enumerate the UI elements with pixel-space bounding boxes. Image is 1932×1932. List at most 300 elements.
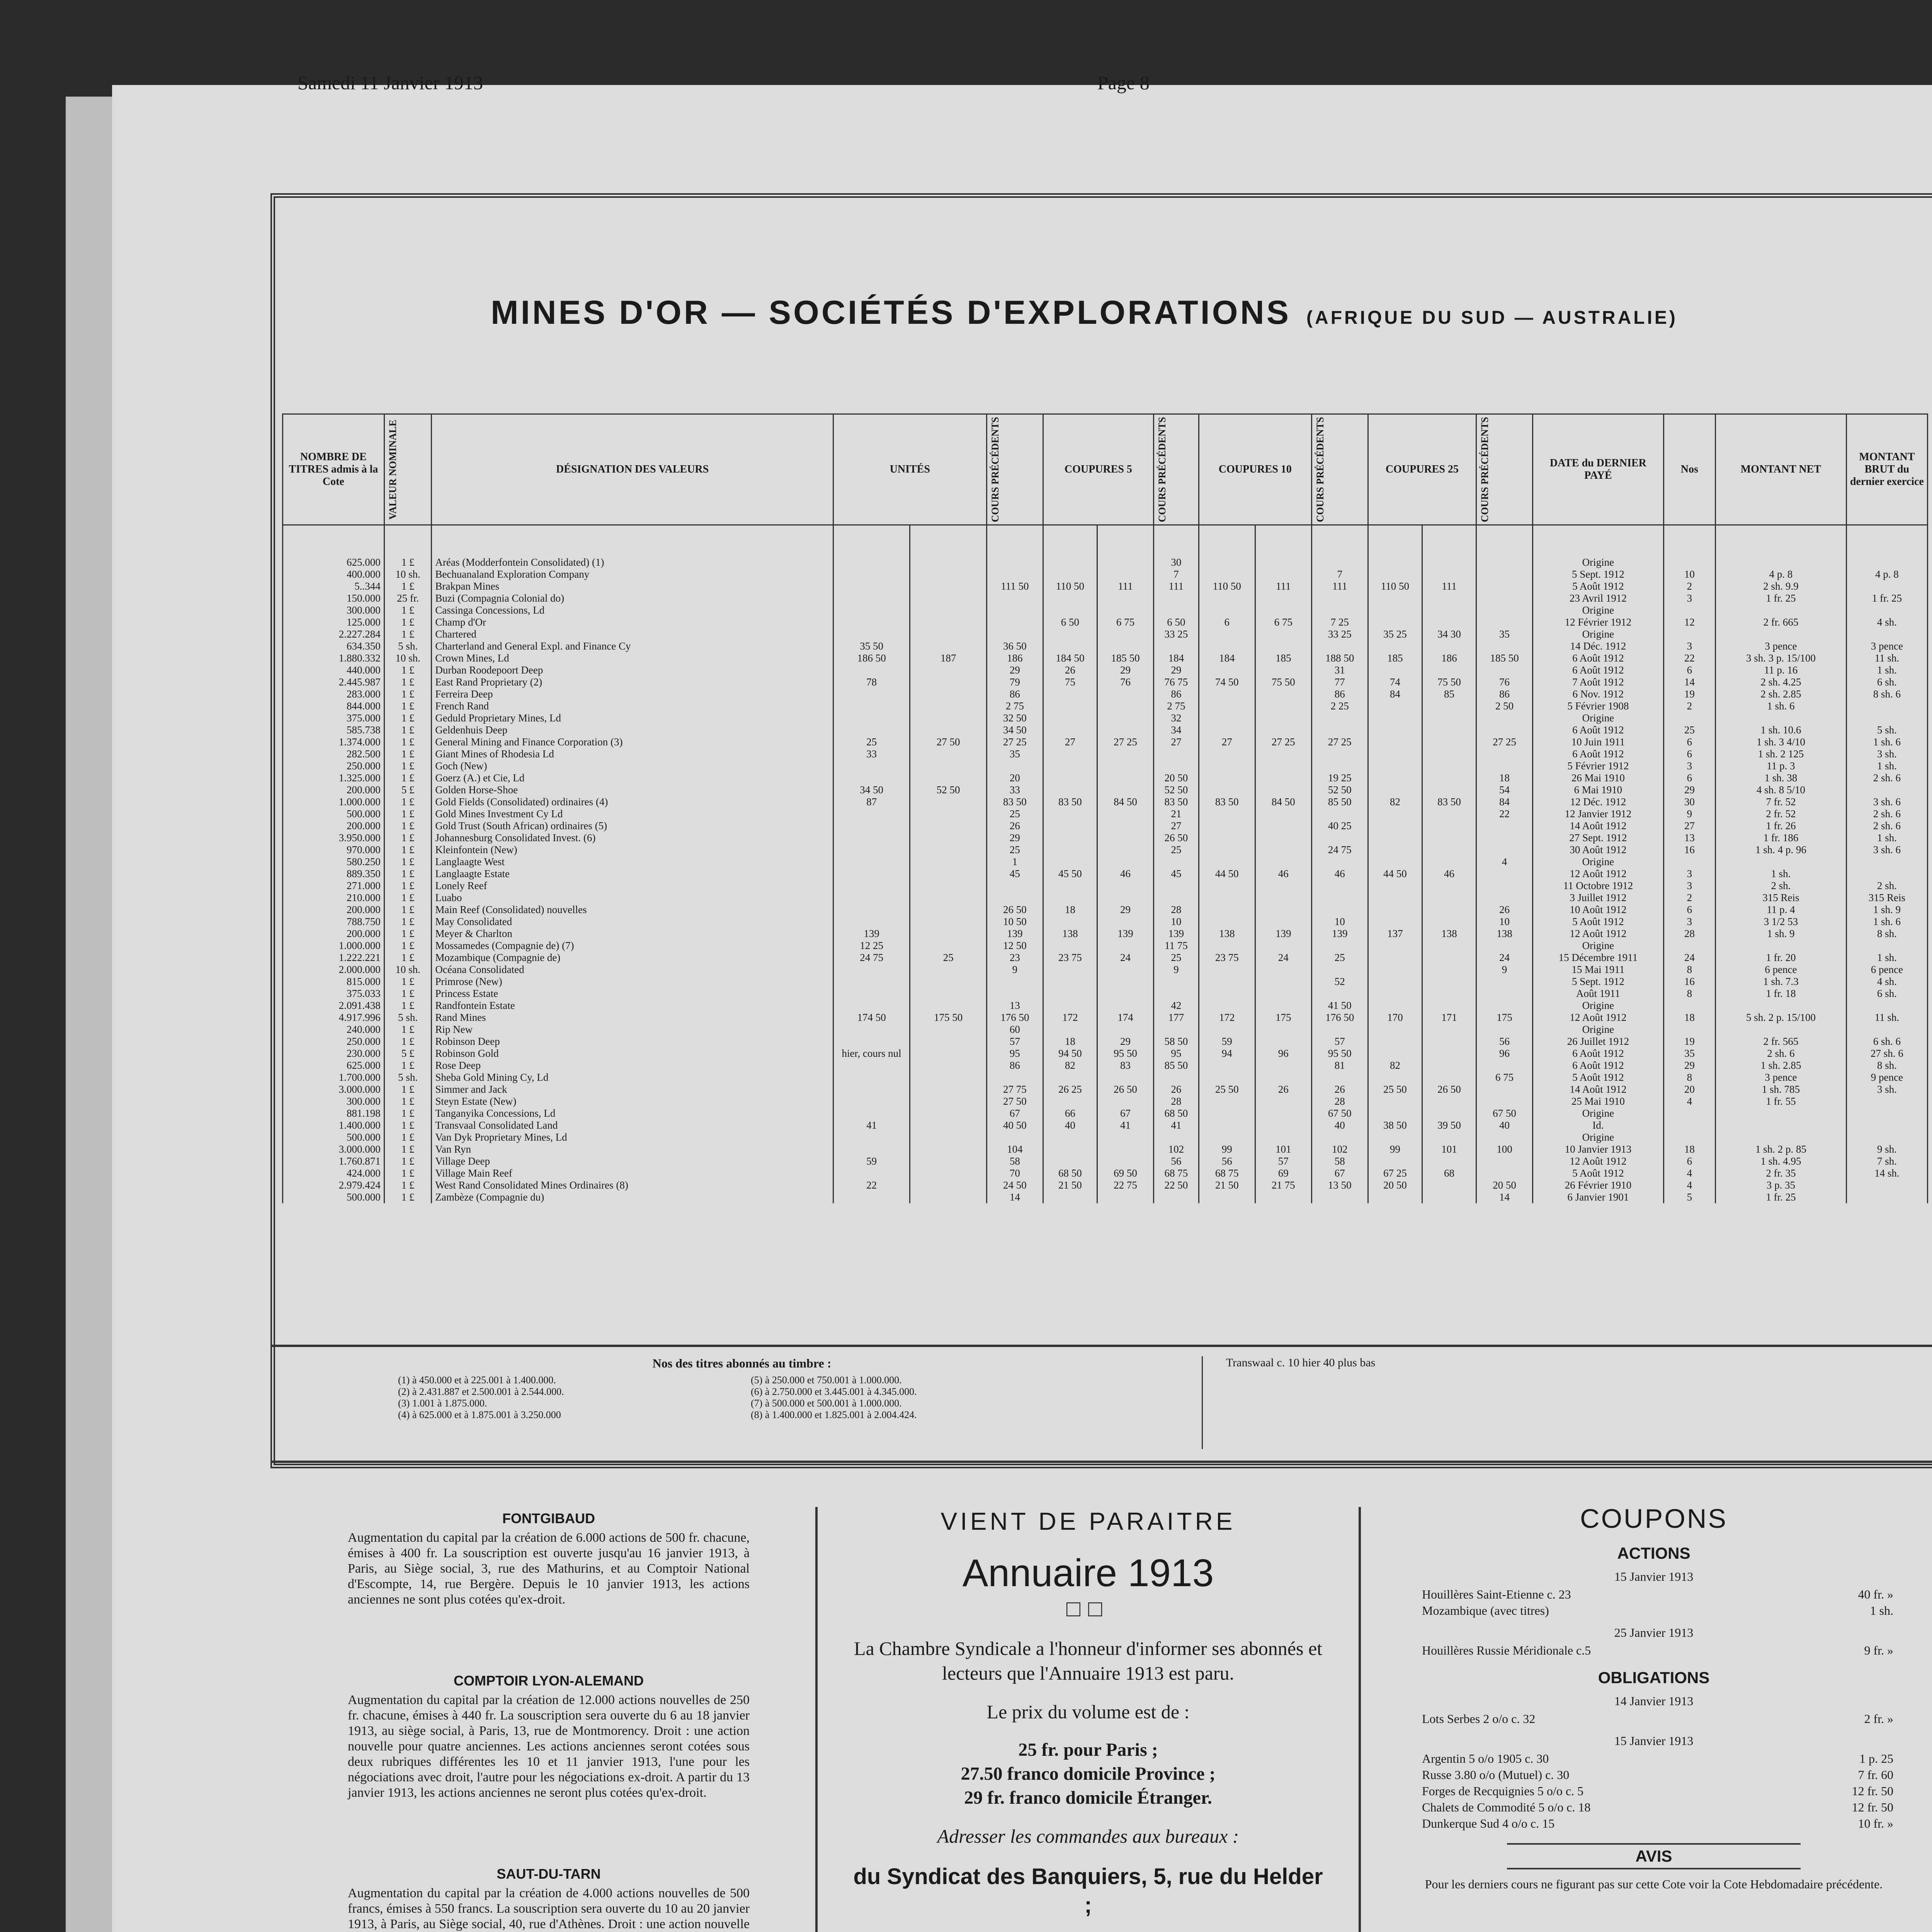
- table-cell: 3 sh.: [1846, 748, 1927, 760]
- col-montant-brut: MONTANT BRUT du dernier exercice: [1846, 414, 1927, 525]
- table-cell: [1043, 760, 1097, 772]
- table-cell: [1422, 712, 1476, 724]
- table-cell: [1097, 1000, 1154, 1012]
- table-cell: [1422, 916, 1476, 928]
- table-cell: 12 Août 1912: [1533, 928, 1664, 940]
- table-cell: [833, 964, 910, 976]
- col-coupures5: COUPURES 5: [1043, 414, 1153, 525]
- coupons-actions: ACTIONS: [1617, 1544, 1690, 1562]
- table-cell: [1846, 1095, 1927, 1107]
- table-cell: [833, 1024, 910, 1036]
- table-cell: 5 £: [384, 1048, 432, 1060]
- table-cell: [1255, 748, 1311, 760]
- table-cell: 1 £: [384, 616, 432, 628]
- coupon-label: Houillères Russie Méridionale c.5: [1422, 1643, 1591, 1657]
- table-cell: 21: [1154, 808, 1199, 820]
- table-cell: 881.198: [283, 1107, 384, 1119]
- company-name: Aréas (Modderfontein Consolidated) (1): [432, 525, 833, 569]
- table-cell: 111: [1255, 580, 1311, 592]
- table-cell: 2 sh. 4.25: [1716, 676, 1847, 688]
- table-cell: 2.000.000: [283, 964, 384, 976]
- table-cell: 10 sh.: [384, 568, 432, 580]
- table-cell: [1255, 525, 1311, 569]
- table-cell: 18: [1663, 1012, 1715, 1024]
- table-cell: [1368, 568, 1422, 580]
- table-cell: 29: [986, 832, 1043, 844]
- table-cell: Origine: [1533, 628, 1664, 640]
- table-cell: 1 £: [384, 676, 432, 688]
- table-cell: [1199, 1095, 1255, 1107]
- table-cell: Id.: [1533, 1119, 1664, 1131]
- company-name: Simmer and Jack: [432, 1083, 833, 1095]
- table-cell: 5 sh.: [384, 1012, 432, 1024]
- table-cell: 29: [1663, 784, 1715, 796]
- table-cell: 95 50: [1311, 1048, 1368, 1060]
- notice-text: Augmentation du capital par la création de 4.000 actions nouvelles de 500 francs, émises à 550 francs. La souscription sera ouverte du 10 au 20 janvier 1913, à Paris, au Siège social, 40, rue d'Athènes. Droit : une action nouvelle: [348, 1886, 750, 1931]
- table-row: [283, 772, 1928, 784]
- table-cell: 139: [1097, 928, 1154, 940]
- table-cell: [1043, 688, 1097, 700]
- table-cell: [1311, 892, 1368, 904]
- table-cell: [1199, 700, 1255, 712]
- table-cell: [910, 616, 987, 628]
- company-name: Charterland and General Expl. and Finance Cy: [432, 640, 833, 652]
- table-cell: 84: [1476, 796, 1533, 808]
- table-cell: 375.033: [283, 988, 384, 1000]
- table-cell: [1255, 640, 1311, 652]
- company-name: Océana Consolidated: [432, 964, 833, 976]
- table-cell: 315 Reis: [1716, 892, 1847, 904]
- table-cell: [1199, 712, 1255, 724]
- table-cell: 28: [1154, 904, 1199, 916]
- table-cell: [1422, 664, 1476, 676]
- table-cell: 26 50: [986, 904, 1043, 916]
- table-cell: 67: [1311, 1167, 1368, 1179]
- table-cell: [1663, 1000, 1715, 1012]
- table-cell: [910, 832, 987, 844]
- company-name: Golden Horse-Shoe: [432, 784, 833, 796]
- table-cell: [910, 1179, 987, 1191]
- table-cell: [1199, 880, 1255, 892]
- table-cell: [1043, 772, 1097, 784]
- table-cell: [910, 748, 987, 760]
- table-cell: 81: [1311, 1060, 1368, 1071]
- table-cell: [1422, 525, 1476, 569]
- company-name: Gold Fields (Consolidated) ordinaires (4): [432, 796, 833, 808]
- table-cell: [1476, 568, 1533, 580]
- table-cell: 99: [1199, 1143, 1255, 1155]
- coupon-label: Forges de Recquignies 5 o/o c. 5: [1422, 1784, 1584, 1798]
- table-cell: 76: [1097, 676, 1154, 688]
- table-cell: 40 50: [986, 1119, 1043, 1131]
- table-cell: [1255, 892, 1311, 904]
- table-cell: 28: [1311, 1095, 1368, 1107]
- table-cell: [1422, 820, 1476, 832]
- company-name: Tanganyika Concessions, Ld: [432, 1107, 833, 1119]
- coupons-obligations: OBLIGATIONS: [1598, 1668, 1710, 1687]
- table-cell: [1368, 820, 1422, 832]
- table-cell: 86: [1311, 688, 1368, 700]
- table-cell: 66: [1043, 1107, 1097, 1119]
- table-cell: 424.000: [283, 1167, 384, 1179]
- table-cell: 1.000.000: [283, 796, 384, 808]
- table-row: [283, 1167, 1928, 1179]
- table-cell: [1846, 1131, 1927, 1143]
- table-cell: 139: [1154, 928, 1199, 940]
- table-cell: 94 50: [1043, 1048, 1097, 1060]
- table-cell: [1311, 1024, 1368, 1036]
- table-cell: [1846, 784, 1927, 796]
- table-cell: 25: [1311, 952, 1368, 964]
- table-cell: 78: [833, 676, 910, 688]
- table-cell: [1663, 628, 1715, 640]
- divider: [270, 1461, 1932, 1463]
- table-cell: 138: [1422, 928, 1476, 940]
- table-cell: 1.325.000: [283, 772, 384, 784]
- table-cell: 25 Mai 1910: [1533, 1095, 1664, 1107]
- table-row: [283, 1107, 1928, 1119]
- table-cell: 4 sh. 8 5/10: [1716, 784, 1847, 796]
- table-cell: [1097, 724, 1154, 736]
- company-name: Rose Deep: [432, 1060, 833, 1071]
- table-row: [283, 1036, 1928, 1048]
- table-cell: [1199, 688, 1255, 700]
- table-cell: 2: [1663, 700, 1715, 712]
- table-cell: 11 75: [1154, 940, 1199, 952]
- table-cell: 57: [986, 1036, 1043, 1048]
- table-cell: 150.000: [283, 592, 384, 604]
- table-cell: 2: [1663, 892, 1715, 904]
- table-cell: [1043, 1191, 1097, 1203]
- table-cell: 94: [1199, 1048, 1255, 1060]
- table-cell: [1097, 892, 1154, 904]
- table-cell: 176 50: [1311, 1012, 1368, 1024]
- table-row: [283, 1000, 1928, 1012]
- table-cell: [910, 904, 987, 916]
- table-cell: 1: [986, 856, 1043, 868]
- table-cell: 1 £: [384, 772, 432, 784]
- table-cell: [833, 712, 910, 724]
- table-cell: 95 50: [1097, 1048, 1154, 1060]
- table-cell: [1097, 568, 1154, 580]
- table-cell: 889.350: [283, 868, 384, 880]
- table-cell: [1255, 940, 1311, 952]
- table-cell: 11 sh.: [1846, 1012, 1927, 1024]
- table-cell: [910, 1155, 987, 1167]
- company-name: Mossamedes (Compagnie de) (7): [432, 940, 833, 952]
- company-name: Randfontein Estate: [432, 1000, 833, 1012]
- table-cell: [1199, 856, 1255, 868]
- table-cell: [1368, 856, 1422, 868]
- table-cell: 36 50: [986, 640, 1043, 652]
- table-cell: [1368, 844, 1422, 856]
- table-cell: [1255, 856, 1311, 868]
- table-cell: 4 p. 8: [1716, 568, 1847, 580]
- table-cell: [1199, 760, 1255, 772]
- company-name: Champ d'Or: [432, 616, 833, 628]
- coupon-label: Chalets de Commodité 5 o/o c. 18: [1422, 1800, 1591, 1814]
- table-cell: [1255, 664, 1311, 676]
- table-cell: 1 £: [384, 832, 432, 844]
- table-cell: [1846, 1191, 1927, 1203]
- company-name: Steyn Estate (New): [432, 1095, 833, 1107]
- table-cell: 10: [1154, 916, 1199, 928]
- col-cours-prec-2: [1154, 414, 1199, 525]
- table-cell: [1311, 856, 1368, 868]
- table-row: [283, 580, 1928, 592]
- table-cell: 14: [986, 1191, 1043, 1203]
- table-cell: 46: [1422, 868, 1476, 880]
- table-cell: [1199, 784, 1255, 796]
- table-cell: Origine: [1533, 856, 1664, 868]
- table-cell: 27 sh. 6: [1846, 1048, 1927, 1060]
- table-cell: [1311, 808, 1368, 820]
- table-cell: [1043, 1143, 1097, 1155]
- coupon-amount: 12 fr. 50: [1852, 1800, 1893, 1814]
- table-cell: [1097, 688, 1154, 700]
- table-cell: 41: [833, 1119, 910, 1131]
- table-cell: 74: [1368, 676, 1422, 688]
- table-cell: [1154, 856, 1199, 868]
- table-cell: [1422, 748, 1476, 760]
- table-cell: 3: [1663, 592, 1715, 604]
- table-cell: 11 p. 3: [1716, 760, 1847, 772]
- table-cell: 400.000: [283, 568, 384, 580]
- table-cell: 844.000: [283, 700, 384, 712]
- table-cell: 82: [1043, 1060, 1097, 1071]
- table-cell: 57: [1311, 1036, 1368, 1048]
- table-cell: [1043, 1155, 1097, 1167]
- table-cell: [1199, 1191, 1255, 1203]
- table-cell: 7: [1154, 568, 1199, 580]
- mines-table: [282, 413, 1928, 1203]
- table-cell: 29: [1097, 904, 1154, 916]
- table-cell: 1 sh. 6: [1846, 736, 1927, 748]
- table-cell: [833, 772, 910, 784]
- table-cell: 5 Août 1912: [1533, 580, 1664, 592]
- table-cell: 9: [1476, 964, 1533, 976]
- table-cell: [833, 688, 910, 700]
- table-cell: [833, 1131, 910, 1143]
- table-cell: 14 Août 1912: [1533, 1083, 1664, 1095]
- company-name: Lonely Reef: [432, 880, 833, 892]
- table-cell: [1422, 1191, 1476, 1203]
- table-cell: [986, 568, 1043, 580]
- col-no: Nos: [1663, 414, 1715, 525]
- table-cell: 6 50: [1154, 616, 1199, 628]
- table-cell: 59: [833, 1155, 910, 1167]
- table-cell: 3: [1663, 916, 1715, 928]
- table-cell: 186: [1422, 652, 1476, 664]
- table-cell: [1311, 604, 1368, 616]
- notice-title: SAUT-DU-TARN: [497, 1866, 601, 1882]
- table-cell: 7 fr. 52: [1716, 796, 1847, 808]
- company-name: Village Main Reef: [432, 1167, 833, 1179]
- table-cell: Origine: [1533, 1107, 1664, 1119]
- col-valeur: [384, 414, 432, 525]
- table-cell: 68 50: [1154, 1107, 1199, 1119]
- table-cell: 5..344: [283, 580, 384, 592]
- table-cell: 585.738: [283, 724, 384, 736]
- table-cell: 46: [1255, 868, 1311, 880]
- table-cell: [910, 928, 987, 940]
- table-cell: [1255, 1095, 1311, 1107]
- table-cell: 184: [1154, 652, 1199, 664]
- titre-item: (8) à 1.400.000 et 1.825.001 à 2.004.424.: [751, 1409, 917, 1420]
- table-cell: [1255, 988, 1311, 1000]
- table-cell: [1199, 1131, 1255, 1143]
- table-cell: 25: [833, 736, 910, 748]
- company-name: West Rand Consolidated Mines Ordinaires (8): [432, 1179, 833, 1191]
- table-cell: 19: [1663, 688, 1715, 700]
- table-cell: 6 Mai 1910: [1533, 784, 1664, 796]
- coupon-row: [1391, 1602, 1917, 1619]
- table-cell: 69 50: [1097, 1167, 1154, 1179]
- table-cell: [1422, 1048, 1476, 1060]
- table-cell: [1422, 1155, 1476, 1167]
- table-cell: 15 Mai 1911: [1533, 964, 1664, 976]
- table-cell: 16: [1663, 976, 1715, 988]
- company-name: Chartered: [432, 628, 833, 640]
- table-cell: 35 25: [1368, 628, 1422, 640]
- table-cell: 40 25: [1311, 820, 1368, 832]
- table-cell: [1255, 1119, 1311, 1131]
- company-name: Cassinga Concessions, Ld: [432, 604, 833, 616]
- table-cell: 210.000: [283, 892, 384, 904]
- table-cell: 6: [1199, 616, 1255, 628]
- table-row: [283, 928, 1928, 940]
- table-row: [283, 868, 1928, 880]
- table-cell: 20: [986, 772, 1043, 784]
- table-cell: [1368, 1048, 1422, 1060]
- table-cell: 5 Août 1912: [1533, 916, 1664, 928]
- table-cell: [1255, 1107, 1311, 1119]
- table-cell: [1422, 844, 1476, 856]
- table-cell: 2 sh. 9.9: [1716, 580, 1847, 592]
- table-row: [283, 784, 1928, 796]
- table-cell: [1476, 940, 1533, 952]
- table-cell: [1368, 1024, 1422, 1036]
- table-cell: [1199, 525, 1255, 569]
- table-cell: 5 Août 1912: [1533, 1167, 1664, 1179]
- table-cell: 25: [910, 952, 987, 964]
- table-cell: [1422, 988, 1476, 1000]
- table-cell: 5 Février 1912: [1533, 760, 1664, 772]
- table-cell: 104: [986, 1143, 1043, 1155]
- table-cell: [1422, 808, 1476, 820]
- table-cell: 283.000: [283, 688, 384, 700]
- table-cell: 172: [1199, 1012, 1255, 1024]
- table-cell: 1 £: [384, 580, 432, 592]
- table-cell: 6 Août 1912: [1533, 748, 1664, 760]
- table-cell: 21 50: [1043, 1179, 1097, 1191]
- table-cell: 1 £: [384, 1179, 432, 1191]
- col-cours-prec-2-label: COURS PRÉCÉDENTS: [1156, 417, 1168, 522]
- table-cell: [986, 628, 1043, 640]
- table-cell: [1476, 616, 1533, 628]
- table-cell: [1199, 808, 1255, 820]
- table-cell: 26 50: [1154, 832, 1199, 844]
- table-cell: [1368, 748, 1422, 760]
- table-cell: [1043, 712, 1097, 724]
- table-cell: 6 sh. 6: [1846, 1036, 1927, 1048]
- table-cell: [1043, 700, 1097, 712]
- table-cell: 26 25: [1043, 1083, 1097, 1095]
- table-cell: [1199, 1000, 1255, 1012]
- table-cell: 250.000: [283, 1036, 384, 1048]
- table-cell: [1422, 952, 1476, 964]
- table-cell: [1422, 940, 1476, 952]
- table-cell: 40: [1476, 1119, 1533, 1131]
- table-cell: [1846, 940, 1927, 952]
- table-row: [283, 940, 1928, 952]
- table-cell: 1 sh. 6: [1846, 916, 1927, 928]
- table-cell: 69: [1255, 1167, 1311, 1179]
- coupon-row: [1391, 1642, 1917, 1658]
- coupons-date: 25 Janvier 1913: [1614, 1626, 1694, 1639]
- table-cell: 8: [1663, 964, 1715, 976]
- annuaire-price: 27.50 franco domicile Province ;: [961, 1764, 1216, 1784]
- table-cell: 1.000.000: [283, 940, 384, 952]
- table-cell: 625.000: [283, 1060, 384, 1071]
- table-cell: 20 50: [1154, 772, 1199, 784]
- table-cell: [986, 592, 1043, 604]
- table-cell: [1311, 1071, 1368, 1083]
- company-name: Mozambique (Compagnie de): [432, 952, 833, 964]
- table-cell: 175: [1476, 1012, 1533, 1024]
- table-cell: 1 sh.: [1846, 832, 1927, 844]
- table-cell: 2 75: [1154, 700, 1199, 712]
- table-cell: 10: [1663, 568, 1715, 580]
- table-cell: 1 £: [384, 844, 432, 856]
- transvaal-note: Transwaal c. 10 hier 40 plus bas: [1202, 1356, 1928, 1449]
- table-cell: [1043, 1131, 1097, 1143]
- table-cell: 27: [1199, 736, 1255, 748]
- coupon-row: [1391, 1586, 1917, 1602]
- coupons-title: COUPONS: [1580, 1503, 1728, 1534]
- table-cell: 139: [986, 928, 1043, 940]
- table-cell: 111: [1311, 580, 1368, 592]
- table-cell: [1043, 892, 1097, 904]
- table-cell: 1 £: [384, 1167, 432, 1179]
- table-cell: [1476, 976, 1533, 988]
- table-cell: 1 £: [384, 1107, 432, 1119]
- table-cell: 6 Août 1912: [1533, 664, 1664, 676]
- table-cell: 52 50: [910, 784, 987, 796]
- table-cell: 1 £: [384, 1191, 432, 1203]
- table-cell: 187: [910, 652, 987, 664]
- table-cell: 45: [986, 868, 1043, 880]
- table-cell: [1255, 1131, 1311, 1143]
- table-cell: [1368, 892, 1422, 904]
- table-cell: [1311, 640, 1368, 652]
- table-cell: [1043, 988, 1097, 1000]
- table-cell: [1368, 604, 1422, 616]
- table-cell: 176 50: [986, 1012, 1043, 1024]
- company-name: Goch (New): [432, 760, 833, 772]
- table-row: [283, 916, 1928, 928]
- table-cell: 76: [1476, 676, 1533, 688]
- company-name: Langlaagte West: [432, 856, 833, 868]
- company-name: Langlaagte Estate: [432, 868, 833, 880]
- table-cell: [833, 568, 910, 580]
- table-cell: 4 p. 8: [1846, 568, 1927, 580]
- table-cell: 139: [1255, 928, 1311, 940]
- table-cell: 27: [1154, 820, 1199, 832]
- table-cell: 12 Août 1912: [1533, 868, 1664, 880]
- table-row: [283, 1155, 1928, 1167]
- table-cell: [1043, 964, 1097, 976]
